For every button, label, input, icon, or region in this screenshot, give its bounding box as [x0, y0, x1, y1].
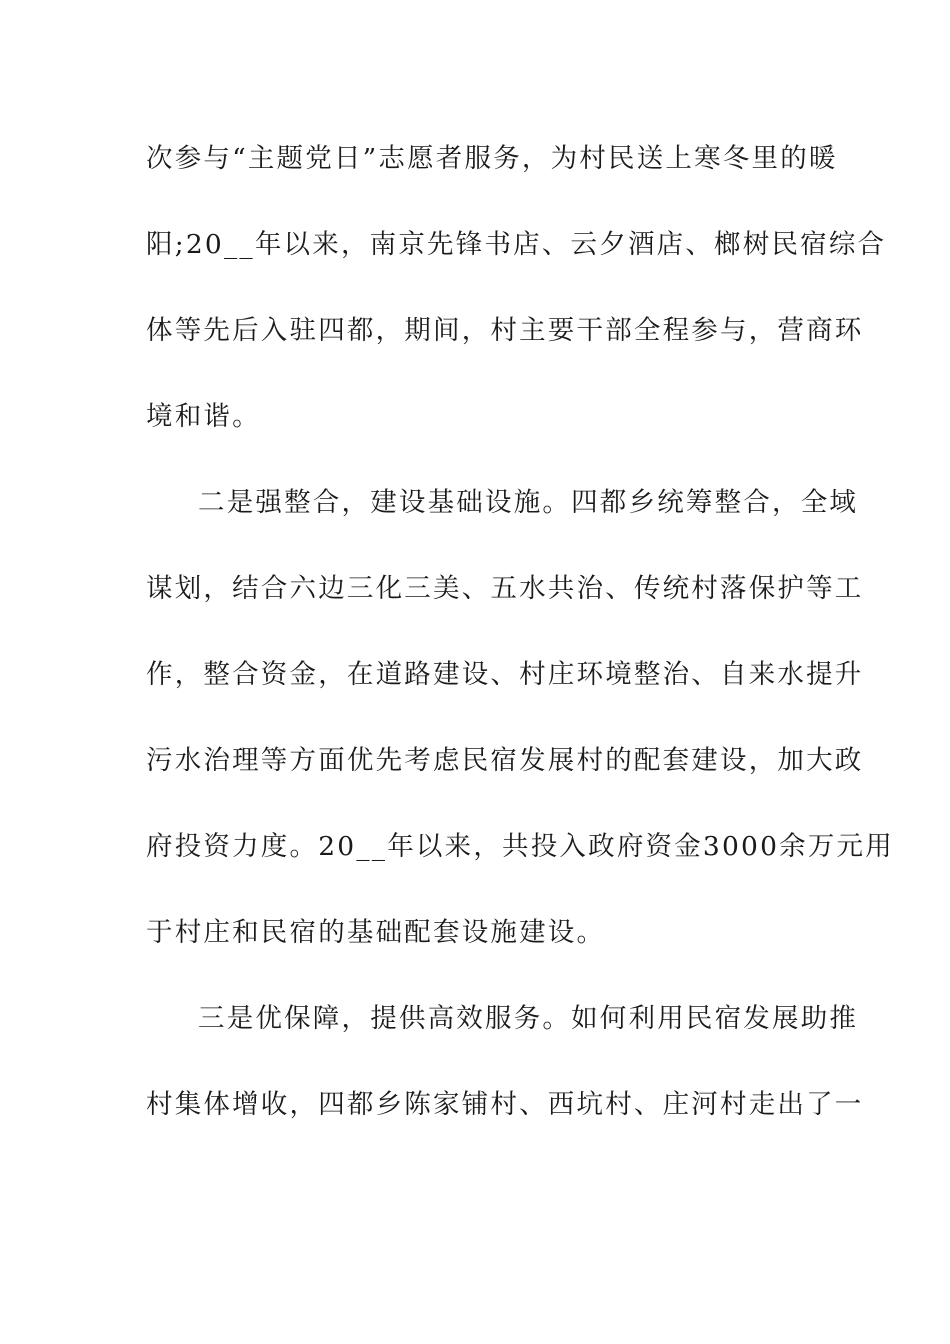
text-line: 体等先后入驻四都，期间，村主要干部全程参与，营商环 — [146, 315, 864, 346]
text-line: 府投资力度。20__年以来，共投入政府资金3000余万元用 — [146, 831, 894, 862]
text-line: 污水治理等方面优先考虑民宿发展村的配套建设，加大政 — [146, 745, 864, 776]
text-line: 村集体增收，四都乡陈家铺村、西坑村、庄河村走出了一 — [146, 1089, 864, 1120]
paragraph-first-line: 三是优保障，提供高效服务。如何利用民宿发展助推 — [198, 1003, 859, 1034]
text-line: 次参与“主题党日”志愿者服务，为村民送上寒冬里的暖 — [146, 143, 838, 174]
text-line: 阳;20__年以来，南京先锋书店、云夕酒店、榔树民宿综合 — [146, 229, 887, 260]
text-line: 于村庄和民宿的基础配套设施建设。 — [146, 917, 606, 948]
text-line: 境和谐。 — [146, 401, 261, 432]
text-line: 谋划，结合六边三化三美、五水共治、传统村落保护等工 — [146, 573, 864, 604]
paragraph-first-line: 二是强整合，建设基础设施。四都乡统筹整合，全域 — [198, 487, 859, 518]
text-line: 作，整合资金，在道路建设、村庄环境整治、自来水提升 — [146, 659, 864, 690]
